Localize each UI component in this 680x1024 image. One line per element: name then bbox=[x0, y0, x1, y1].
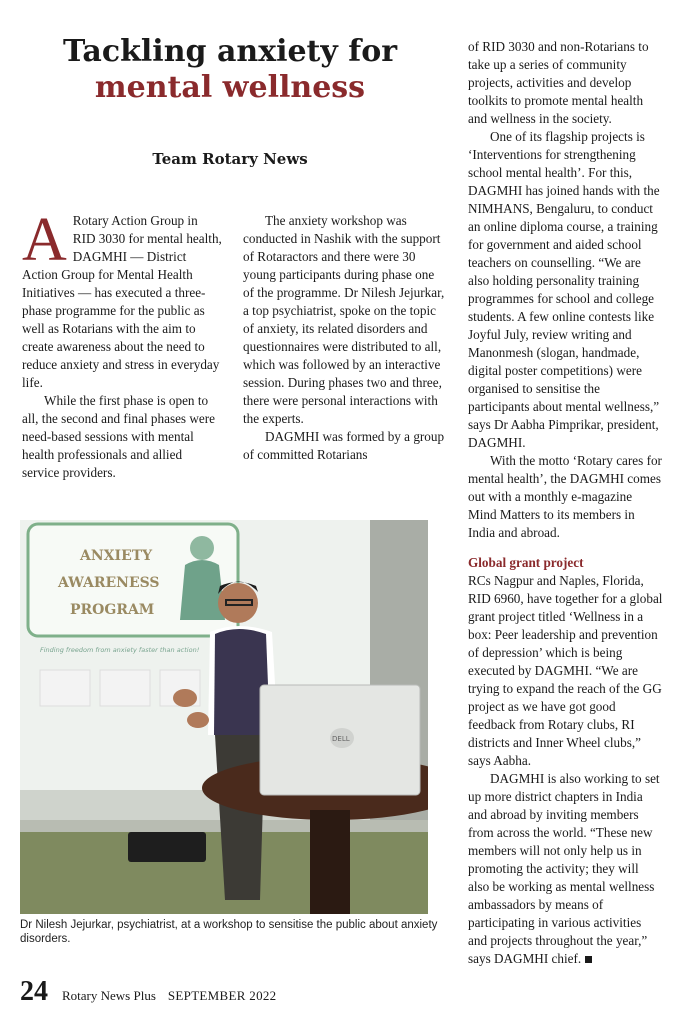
workshop-photo bbox=[20, 520, 428, 914]
slide-logo-2 bbox=[100, 670, 150, 706]
laptop-logo: DELL bbox=[332, 735, 350, 743]
article-title bbox=[20, 34, 440, 106]
col3-paragraph-3: With the motto ‘Rotary cares for mental health’, the DAGMHI comes out with a monthly e-magazine Mind Matters to its members in India and abroad. bbox=[468, 453, 662, 540]
page-number: 24 bbox=[20, 976, 48, 1007]
page-footer bbox=[20, 976, 660, 1010]
col1-p1-text: Rotary Action Group in RID 3030 for mental health, DAGMHI — District Action Group for Mental Health Initiatives — has executed a three-phase programme for the public as well as Rotarians with the aim to create awareness about the need to reduce anxiety and stress in everyday life. bbox=[22, 213, 222, 390]
drop-cap: A bbox=[22, 206, 67, 274]
slide-logo-1 bbox=[40, 670, 90, 706]
col3-paragraph-5 bbox=[468, 770, 663, 968]
col3-paragraph-1: of RID 3030 and non-Rotarians to take up a series of community projects, activities and develop toolkits to promote mental health and wellness in the society. bbox=[468, 39, 649, 126]
issue-date: SEPTEMBER 2022 bbox=[167, 988, 277, 1003]
text-column-3 bbox=[468, 38, 663, 968]
slide-figure-head bbox=[190, 536, 214, 560]
col3-p5-text: DAGMHI is also working to set up more district chapters in India and abroad by inviting members from across the world. “These new members will not only help us in promoting the activity; they will also be working as mental wellness ambassadors by means of participating in various activities and projects throughout the year,” says DAGMHI chief. bbox=[468, 771, 660, 966]
slide-tagline: Finding freedom from anxiety faster than action! bbox=[40, 646, 200, 654]
subhead-global-grant: Global grant project bbox=[468, 555, 584, 570]
title-line-2: mental wellness bbox=[94, 70, 366, 105]
photo-caption: Dr Nilesh Jejurkar, psychiatrist, at a workshop to sensitise the public about anxiety disorders. bbox=[20, 919, 438, 945]
speaker-box bbox=[128, 832, 206, 862]
end-mark bbox=[585, 956, 592, 963]
presenter-hand-right bbox=[187, 712, 209, 728]
col2-paragraph-1: The anxiety workshop was conducted in Nashik with the support of Rotaractors and there were 30 young participants during phase one of the programme. Dr Nilesh Jejurkar, a top psychiatrist, spoke on the topic of anxiety, its related disorders and questionnaires were distributed to all, which was followed by an interactive session. During phases two and three, there were personal interactions with the experts. bbox=[243, 213, 445, 426]
text-column-2 bbox=[243, 212, 445, 464]
slide-figure-body bbox=[180, 560, 225, 620]
photo-illustration bbox=[20, 520, 428, 914]
col3-paragraph-4: RCs Nagpur and Naples, Florida, RID 6960, have together for a global grant project titled ‘Wellness in a box: Peer leadership and prevention of depression’ which is being executed by DAGMHI. “We are trying to expand the reach of the GG project as we have got good feedback from Rotary clubs, RI districts and Inner Wheel clubs,” says Aabha. bbox=[468, 573, 663, 768]
slide-title: ANXIETY AWARENESS PROGRAM bbox=[58, 548, 160, 618]
presenter-hand-left bbox=[173, 689, 197, 707]
text-column-1 bbox=[22, 206, 222, 482]
col1-paragraph-2: While the first phase is open to all, the second and final phases were need-based sessions with mental health professionals and allied service providers. bbox=[22, 393, 215, 480]
col2-paragraph-2: DAGMHI was formed by a group of committed Rotarians bbox=[243, 429, 445, 462]
col3-paragraph-2: One of its flagship projects is ‘Interventions for strengthening school mental health’. For this, DAGMHI has joined hands with the NIMHANS, Bengaluru, to conduct an online diploma course, a training for government and aided school teachers on counselling. “We are also holding personality training programmes for school and college students. A few online contests like Joyful July, review writing and Manonmesh (slogan, handmade, digital poster competitions) were organised to sensitise the participants about mental wellness,” says Dr Aabha Pimprikar, president, DAGMHI. bbox=[468, 129, 660, 450]
magazine-name: Rotary News Plus bbox=[62, 988, 156, 1003]
byline: Team Rotary News bbox=[152, 150, 308, 168]
title-line-1: Tackling anxiety for bbox=[62, 34, 398, 69]
col1-paragraph-1 bbox=[22, 206, 222, 392]
